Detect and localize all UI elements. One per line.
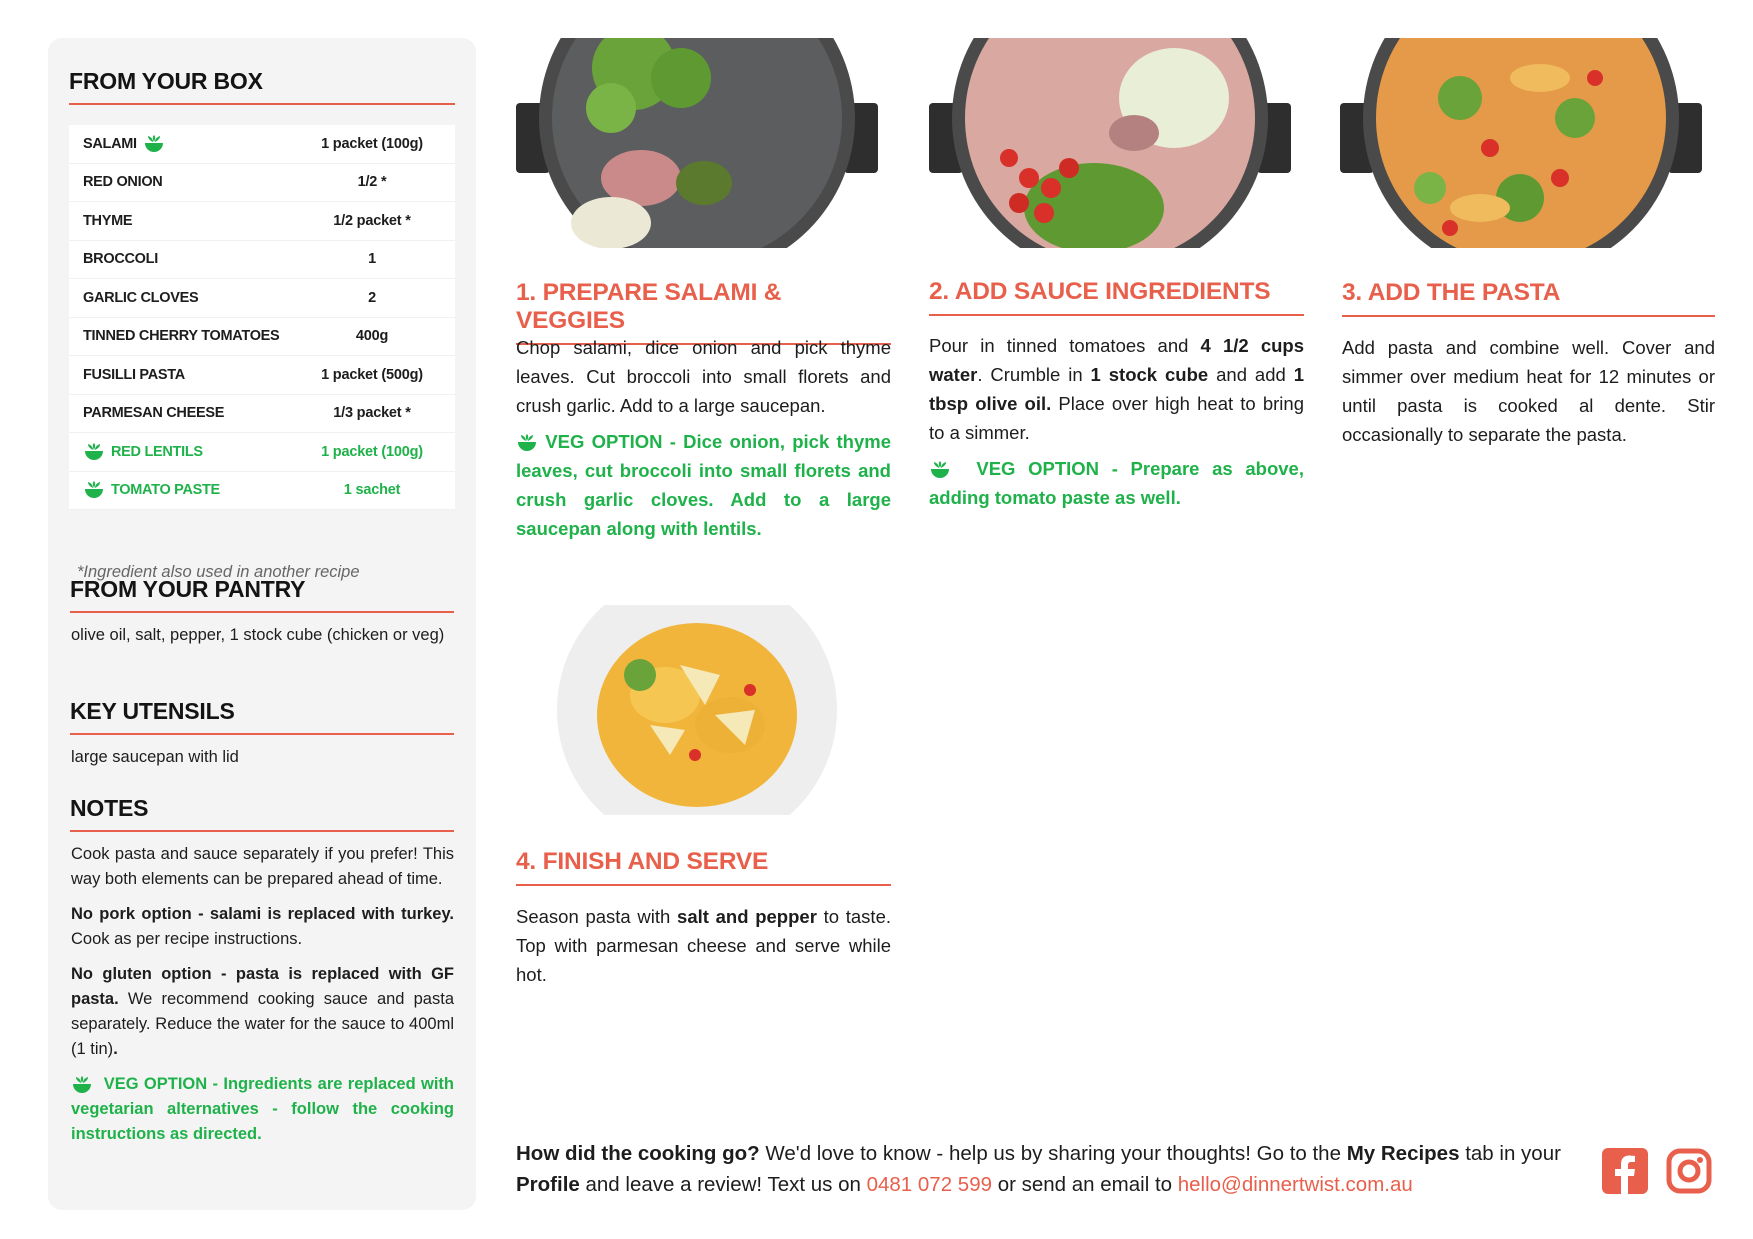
feedback-footer: How did the cooking go? We'd love to know - help us by sharing your thoughts! Go to the My Recipes tab in your Profile and leave a review! Text us on 0481 072 599 or send an email to hello@dinnertwist.com.au: [516, 1142, 1561, 1196]
ingredient-row: [69, 433, 455, 472]
step-1-veg-option: VEG OPTION - Dice onion, pick thyme leaves, cut broccoli into small florets and crush garlic cloves. Add to a large saucepan along with lentils.: [516, 431, 892, 539]
veg-bowl-icon: [83, 442, 105, 462]
step-2-text: Pour in tinned tomatoes and 4 1/2 cups water. Crumble in 1 stock cube and add 1 tbsp olive oil. Place over high heat to bring to a simmer.: [929, 335, 1305, 443]
step-3-text: Add pasta and combine well. Cover and simmer over medium heat for 12 minutes or until pasta is cooked al dente. Stir occasionally to separate the pasta.: [1342, 337, 1715, 445]
ingredient-quantity: 1/2 packet *: [333, 212, 411, 229]
feedback-question: How did the cooking go?: [516, 1142, 760, 1165]
ingredient-row: [69, 279, 455, 318]
ingredient-quantity: 1 sachet: [343, 482, 401, 499]
ingredient-row: [69, 125, 455, 164]
ingredient-row: [69, 318, 455, 357]
utensils-text: large saucepan with lid: [71, 748, 239, 766]
step-1-text: Chop salami, dice onion and pick thyme leaves. Cut broccoli into small florets and crush garlic. Add to a large saucepan.: [516, 337, 891, 416]
ingredient-row: [69, 241, 455, 280]
veg-bowl-icon: [929, 460, 951, 480]
ingredient-row: [69, 356, 455, 395]
ingredients-panel: [48, 38, 476, 1210]
note-no-pork: No pork option - salami is replaced with turkey. Cook as per recipe instructions.: [71, 905, 454, 948]
ingredient-name: TOMATO PASTE: [69, 480, 289, 500]
step-3-photo: [1340, 38, 1702, 248]
ingredient-row: [69, 395, 455, 434]
step-3-body: [1342, 333, 1715, 456]
step-4-title: 4. FINISH AND SERVE: [516, 848, 891, 886]
step-1-photo: [516, 38, 878, 248]
ingredient-quantity: 1 packet (100g): [321, 443, 423, 460]
facebook-icon[interactable]: [1602, 1148, 1648, 1194]
pan-pasta-image: [1340, 38, 1702, 248]
note-veg-option: VEG OPTION - Ingredients are replaced with vegetarian alternatives - follow the cooking instructions as directed.: [71, 1075, 454, 1143]
plated-pasta-image: [555, 605, 865, 815]
ingredient-name: RED LENTILS: [69, 442, 289, 462]
ingredient-quantity: 2: [368, 289, 376, 306]
ingredient-name: RED ONION: [83, 174, 163, 191]
veg-bowl-icon: [83, 480, 105, 500]
ingredient-name: GARLIC CLOVES: [83, 289, 199, 306]
step-4-text: Season pasta with salt and pepper to taste. Top with parmesan cheese and serve while hot.: [516, 906, 891, 985]
ingredient-name: THYME: [83, 212, 133, 229]
veg-bowl-icon: [516, 433, 538, 453]
pantry-text: olive oil, salt, pepper, 1 stock cube (chicken or veg): [71, 626, 445, 644]
ingredient-quantity: 1/2 *: [357, 174, 387, 191]
step-2-photo: [929, 38, 1291, 248]
from-your-box-heading: FROM YOUR BOX: [69, 68, 455, 105]
step-4-photo: [555, 605, 865, 815]
note-no-gluten: No gluten option - pasta is replaced with GF pasta. We recommend cooking sauce and pasta separately. Reduce the water for the sauce to 400ml (1 tin).: [71, 965, 454, 1058]
ingredient-quantity: 1: [368, 251, 376, 268]
key-utensils-heading: KEY UTENSILS: [70, 698, 454, 735]
from-your-pantry-heading: FROM YOUR PANTRY: [70, 576, 454, 613]
veg-bowl-icon: [143, 134, 165, 154]
ingredient-name: PARMESAN CHEESE: [83, 405, 225, 422]
ingredient-name: SALAMI: [69, 134, 289, 154]
note-prep-ahead: Cook pasta and sauce separately if you prefer! This way both elements can be prepared ahead of time.: [71, 845, 454, 888]
ingredient-row: [69, 472, 455, 511]
step-2-body: [929, 331, 1304, 519]
pan-sauce-image: [929, 38, 1291, 248]
ingredient-name: BROCCOLI: [83, 251, 158, 268]
ingredient-name: FUSILLI PASTA: [83, 366, 185, 383]
footnote: *Ingredient also used in another recipe: [77, 563, 360, 581]
pan-salami-veggies-image: [516, 38, 878, 248]
notes-body: [71, 842, 454, 1157]
instagram-icon[interactable]: [1666, 1148, 1712, 1194]
ingredients-table: [69, 125, 455, 510]
step-2-title: 2. ADD SAUCE INGREDIENTS: [929, 278, 1304, 316]
notes-heading: NOTES: [70, 795, 454, 832]
step-1-body: [516, 333, 891, 550]
step-2-veg-option: VEG OPTION - Prepare as above, adding tomato paste as well.: [929, 458, 1304, 508]
my-recipes-link[interactable]: My Recipes: [1346, 1142, 1460, 1165]
ingredient-quantity: 1 packet (100g): [321, 135, 423, 152]
ingredient-quantity: 1/3 packet *: [333, 405, 411, 422]
phone-number-link[interactable]: 0481 072 599: [866, 1173, 992, 1196]
step-3-title: 3. ADD THE PASTA: [1342, 279, 1715, 317]
ingredient-name: TINNED CHERRY TOMATOES: [83, 328, 280, 345]
ingredient-quantity: 400g: [355, 328, 389, 345]
profile-link[interactable]: Profile: [516, 1173, 580, 1196]
step-4-body: [516, 902, 891, 996]
ingredient-row: [69, 202, 455, 241]
ingredient-row: [69, 164, 455, 203]
ingredient-quantity: 1 packet (500g): [321, 366, 423, 383]
veg-bowl-icon: [71, 1075, 93, 1095]
step-1-title: 1. PREPARE SALAMI & VEGGIES: [516, 279, 891, 345]
email-link[interactable]: hello@dinnertwist.com.au: [1177, 1173, 1413, 1196]
